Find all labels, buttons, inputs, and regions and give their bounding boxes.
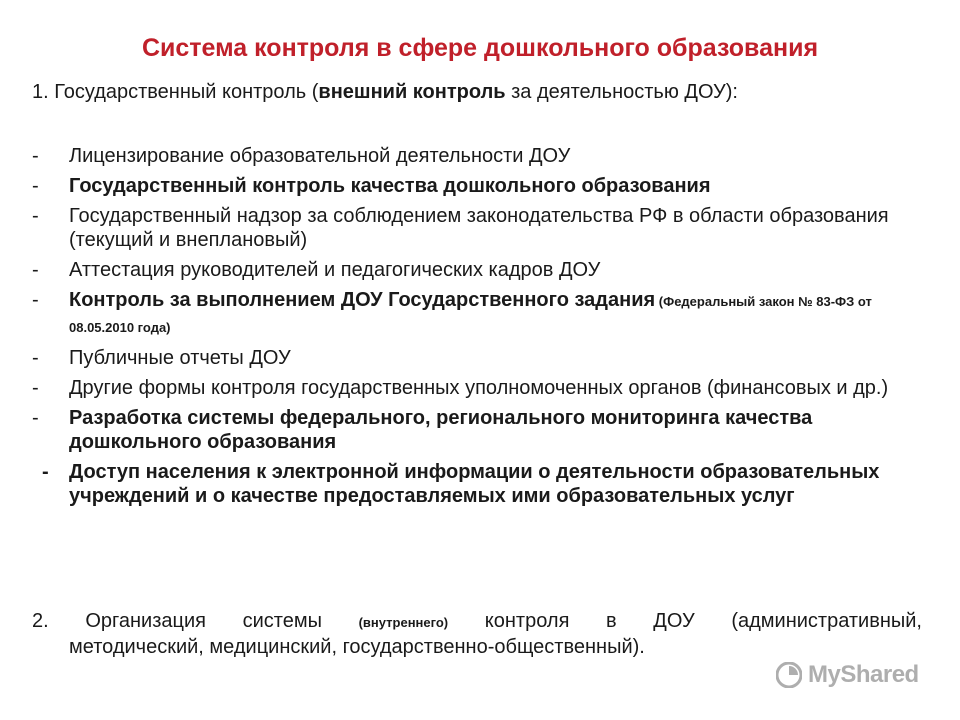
- intro-bold: внешний контроль: [318, 81, 506, 103]
- list-item: [32, 174, 922, 198]
- dash-marker: -: [32, 259, 39, 281]
- dash-marker: -: [32, 347, 39, 369]
- dash-marker: -: [32, 205, 39, 227]
- item-bold: Разработка системы федерального, регионального мониторинга качества дошкольного образования: [69, 407, 813, 453]
- section-2-line-2: методический, медицинский, государственно-общественный).: [69, 636, 645, 658]
- intro-prefix: 1. Государственный контроль (: [32, 81, 319, 103]
- list-item: [32, 204, 922, 252]
- watermark-text: MyShared: [808, 661, 919, 688]
- list-item: [32, 406, 922, 454]
- list-item: [32, 258, 922, 282]
- item-bold: Государственный контроль качества дошкольного образования: [69, 175, 711, 197]
- item-note: (Федеральный закон № 83-ФЗ от 08.05.2010 года): [69, 294, 872, 335]
- watermark: [776, 662, 919, 688]
- slide-title: Система контроля в сфере дошкольного образования: [141, 34, 819, 62]
- intro-line: [32, 80, 738, 104]
- item-text: Аттестация руководителей и педагогических кадров ДОУ: [69, 259, 601, 281]
- item-text: Публичные отчеты ДОУ: [69, 347, 291, 369]
- item-bold: Контроль за выполнением ДОУ Государственного задания: [69, 289, 656, 311]
- section-2-line-1: [32, 608, 922, 636]
- item-text: Другие формы контроля государственных уполномоченных органов (финансовых и др.): [69, 377, 889, 399]
- myshared-logo-icon: [776, 662, 802, 688]
- intro-suffix: за деятельностью ДОУ):: [505, 81, 738, 103]
- item-bold: Доступ населения к электронной информации о деятельности образовательных учреждений и о качестве предоставляемых ими образовательных услуг: [69, 461, 880, 507]
- item-text: Лицензирование образовательной деятельности ДОУ: [69, 145, 571, 167]
- dash-marker: -: [32, 145, 39, 167]
- dash-marker: -: [32, 175, 39, 197]
- control-forms-list: [32, 144, 922, 514]
- dash-marker: -: [32, 377, 39, 399]
- list-item: [32, 346, 922, 370]
- dash-marker: -: [32, 289, 39, 311]
- list-item: [32, 376, 922, 400]
- item-text: Государственный надзор за соблюдением законодательства РФ в области образования (текущий и внеплановый): [69, 205, 889, 251]
- list-item: [32, 288, 922, 340]
- dash-marker: -: [42, 461, 49, 483]
- list-item: [32, 460, 922, 508]
- dash-marker: -: [32, 407, 39, 429]
- section-2-prefix: 2. Организация системы: [32, 610, 359, 632]
- section-2-note: (внутреннего): [358, 615, 449, 630]
- list-item: [32, 144, 922, 168]
- section-2-suffix: контроля в ДОУ (административный,: [448, 610, 922, 632]
